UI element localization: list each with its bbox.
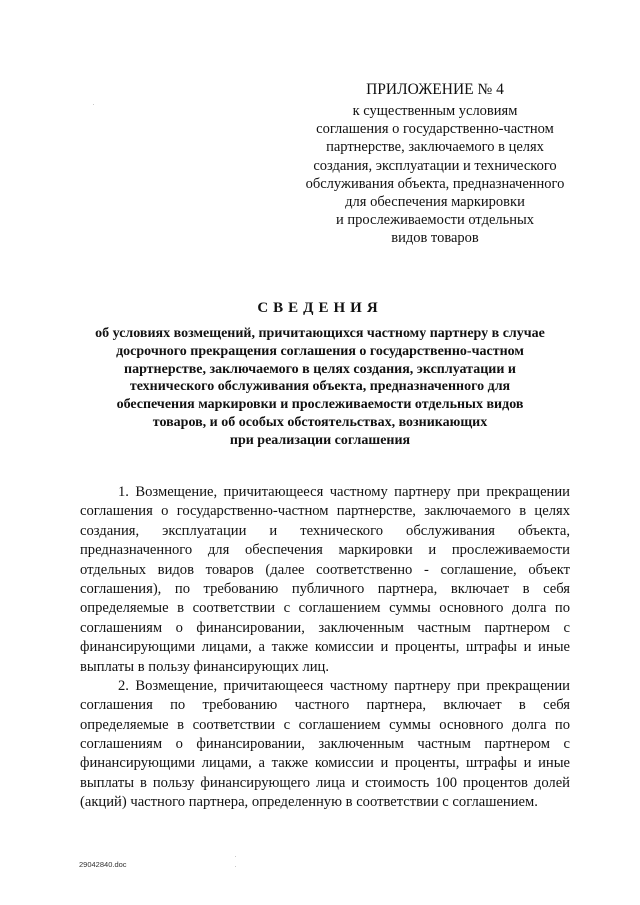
appendix-line: видов товаров (391, 230, 479, 247)
subheading-line: обеспечения маркировки и прослеживаемости отдельных видов (116, 397, 524, 413)
footer-filename: 29042840.doc (79, 860, 127, 869)
scan-speck (93, 104, 94, 105)
paragraph-line: (акций) частного партнера, определенную в соответствии с соглашением. (80, 794, 538, 811)
appendix-line: соглашения о государственно-частном (316, 121, 554, 138)
paragraph-line: определяемые в соответствии с соглашением суммы основного долга по (80, 716, 570, 733)
appendix-block (290, 80, 580, 248)
paragraph-line: определяемые в соответствии с соглашением суммы основного долга по (80, 600, 570, 617)
appendix-line: обслуживания объекта, предназначенного (305, 175, 565, 192)
appendix-line: и прослеживаемости отдельных (336, 212, 534, 229)
paragraph-line: отдельных видов товаров (далее соответственно - соглашение, объект (80, 561, 570, 578)
paragraph-line: выплаты в пользу финансирующего лица и стоимость 100 процентов долей (80, 774, 570, 791)
paragraph-line: соглашения), по требованию публичного партнера, включает в себя (80, 580, 570, 597)
document-subheading (60, 325, 580, 450)
paragraph-line: соглашения по требованию частного партнера, включает в себя (80, 697, 570, 714)
paragraph-line: предназначенного для обеспечения маркировки и прослеживаемости (80, 542, 570, 559)
paragraph-line: 1. Возмещение, причитающееся частному партнеру при прекращении (118, 484, 570, 500)
subheading-line: досрочного прекращения соглашения о государственно-частном (116, 343, 524, 359)
appendix-line: для обеспечения маркировки (345, 194, 525, 211)
subheading-line: об условиях возмещений, причитающихся частному партнеру в случае (95, 326, 545, 341)
paragraph-1 (80, 483, 570, 677)
paragraph-line: соглашениям о финансировании, заключенным частным партнером с (80, 736, 570, 753)
paragraph-line: 2. Возмещение, причитающееся частному партнеру при прекращении (118, 677, 570, 694)
scan-speck (235, 866, 236, 867)
paragraph-line: соглашениям о финансировании, заключенным частным партнером с (80, 619, 570, 636)
paragraph-line: выплаты в пользу финансирующих лиц. (80, 658, 330, 675)
subheading-line: партнерстве, заключаемого в целях создания, эксплуатации и (124, 361, 516, 377)
appendix-title: ПРИЛОЖЕНИЕ № 4 (366, 81, 504, 98)
paragraph-2 (80, 677, 570, 813)
appendix-line: к существенным условиям (352, 103, 518, 119)
subheading-line: технического обслуживания объекта, предназначенного для (129, 379, 511, 395)
subheading-line: товаров, и об особых обстоятельствах, возникающих (152, 414, 488, 430)
appendix-line: создания, эксплуатации и технического (313, 157, 557, 174)
document-heading: СВЕДЕНИЯ (257, 300, 383, 316)
paragraph-line: создания, эксплуатации и технического обслуживания объекта, (80, 522, 570, 539)
paragraph-line: финансирующими лицами, а также комиссии и проценты, штрафы и иные (80, 639, 570, 656)
paragraph-line: финансирующими лицами, а также комиссии и проценты, штрафы и иные (80, 755, 570, 772)
scan-speck (235, 856, 236, 857)
appendix-line: партнерстве, заключаемого в целях (326, 139, 544, 156)
paragraph-line: соглашения о государственно-частном партнерстве, заключаемого в целях (80, 503, 570, 520)
subheading-line: при реализации соглашения (229, 432, 411, 448)
document-body (80, 483, 570, 813)
